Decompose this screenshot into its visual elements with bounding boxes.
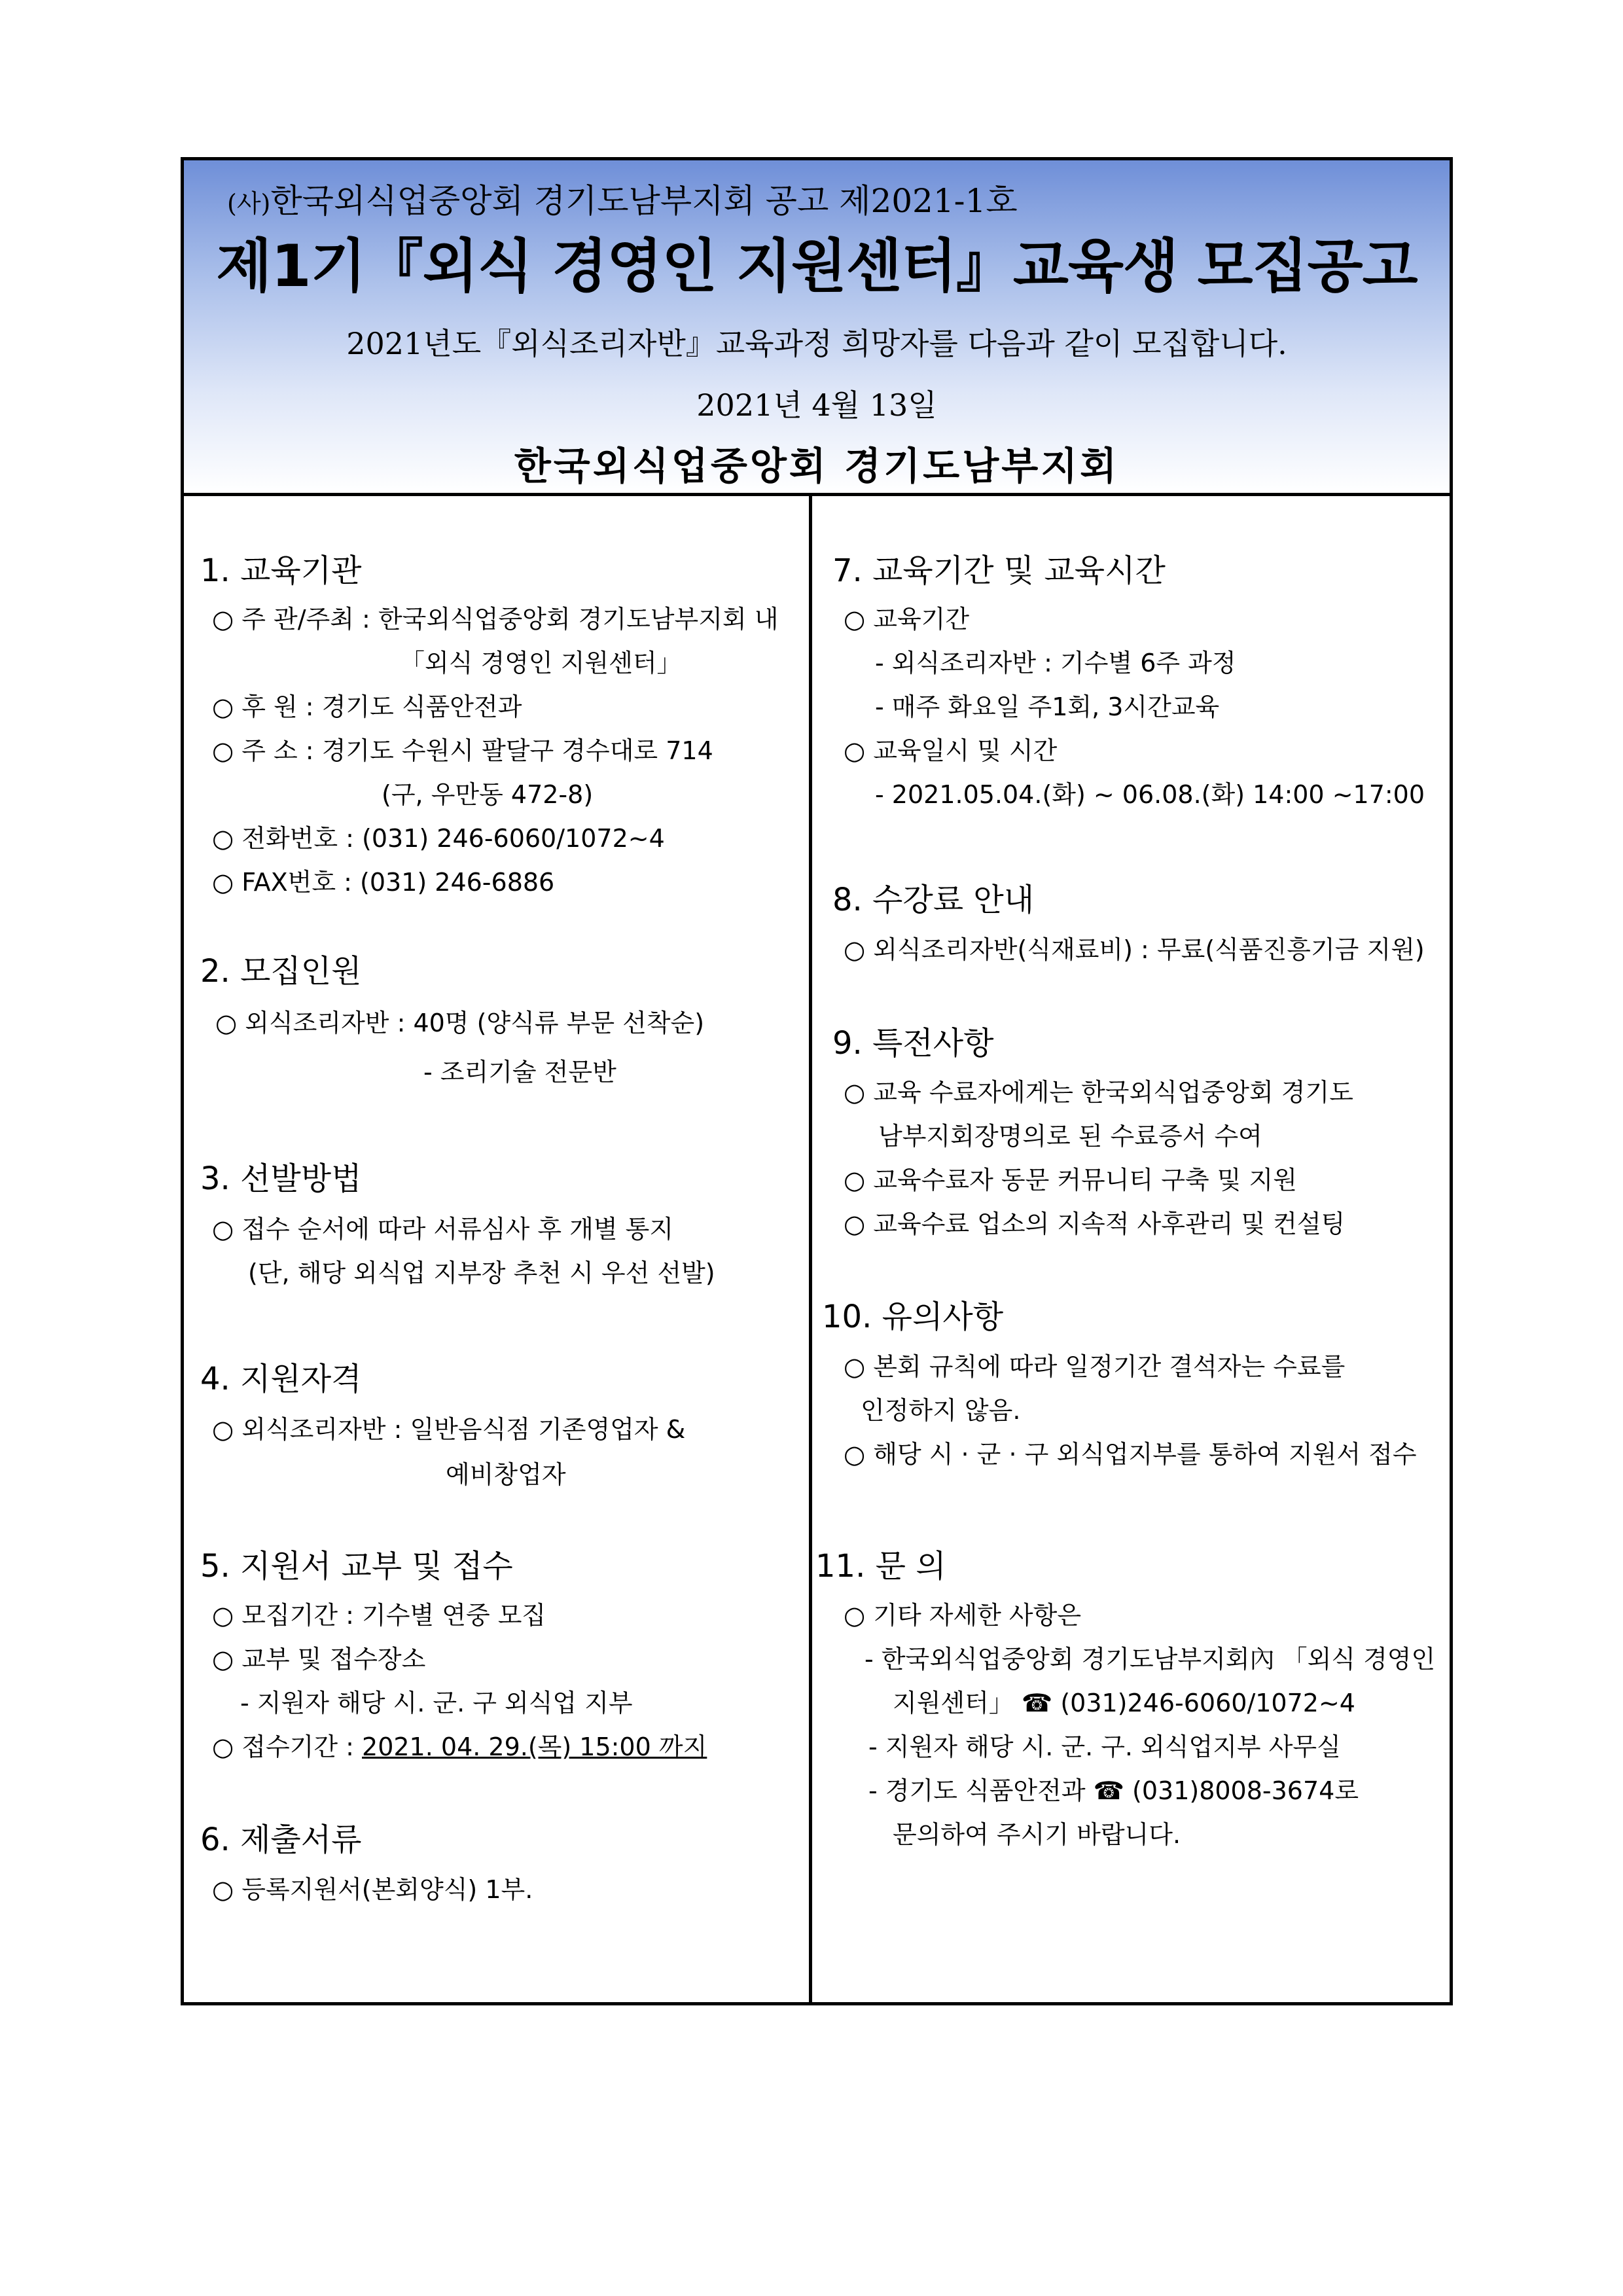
s3-line-2: (단, 해당 외식업 지부장 추천 시 우선 선발) bbox=[248, 1259, 715, 1287]
s7-line-1: ○ 교육기간 bbox=[844, 605, 970, 634]
s7-line-4: ○ 교육일시 및 시간 bbox=[844, 736, 1058, 765]
s1-line-6: ○ 전화번호 : (031) 246-6060/1072~4 bbox=[212, 824, 665, 853]
s2-line-1: ○ 외식조리자반 : 40명 (양식류 부문 선착순) bbox=[215, 1009, 705, 1037]
section-heading-5: 5. 지원서 교부 및 접수 bbox=[200, 1548, 513, 1585]
s9-line-4: ○ 교육수료 업소의 지속적 사후관리 및 컨설팅 bbox=[844, 1210, 1346, 1238]
notice-header bbox=[184, 160, 1450, 496]
s5-line-4 bbox=[212, 1727, 707, 1763]
section-heading-3: 3. 선발방법 bbox=[200, 1160, 362, 1197]
section-heading-1: 1. 교육기관 bbox=[200, 552, 362, 589]
s9-line-1: ○ 교육 수료자에게는 한국외식업중앙회 경기도 bbox=[844, 1078, 1353, 1107]
s1-line-5: (구, 우만동 472-8) bbox=[382, 780, 594, 809]
deadline-label: ○ 접수기간 : bbox=[212, 1732, 363, 1761]
page-title: 제1기『외식 경영인 지원센터』교육생 모집공고 bbox=[216, 232, 1418, 300]
s11-line-5: - 경기도 식품안전과 ☎ (031)8008-3674로 bbox=[868, 1776, 1359, 1805]
right-column bbox=[812, 496, 1450, 2002]
section-heading-9: 9. 특전사항 bbox=[832, 1025, 994, 1062]
s1-line-4: ○ 주 소 : 경기도 수원시 팔달구 경수대로 714 bbox=[212, 736, 713, 765]
s11-line-3: 지원센터」 ☎ (031)246-6060/1072~4 bbox=[893, 1689, 1355, 1717]
s6-line-1: ○ 등록지원서(본회양식) 1부. bbox=[212, 1875, 533, 1904]
notice-date: 2021년 4월 13일 bbox=[696, 387, 937, 423]
section-heading-4: 4. 지원자격 bbox=[200, 1361, 362, 1397]
section-heading-8: 8. 수강료 안내 bbox=[832, 882, 1035, 918]
s8-line-1: ○ 외식조리자반(식재료비) : 무료(식품진흥기금 지원) bbox=[844, 935, 1425, 964]
announcement-prefix: (사) bbox=[227, 189, 271, 218]
s7-line-5: - 2021.05.04.(화) ~ 06.08.(화) 14:00 ~17:00 bbox=[875, 780, 1425, 809]
deadline-value: 2021. 04. 29.(목) 15:00 까지 bbox=[362, 1732, 707, 1761]
s1-line-2: 「외식 경영인 지원센터」 bbox=[400, 649, 682, 677]
s5-line-3: - 지원자 해당 시. 군. 구 외식업 지부 bbox=[240, 1689, 633, 1717]
s5-line-1: ○ 모집기간 : 기수별 연중 모집 bbox=[212, 1601, 546, 1630]
s10-line-3: ○ 해당 시 · 군 · 구 외식업지부를 통하여 지원서 접수 bbox=[844, 1440, 1417, 1469]
section-heading-7: 7. 교육기간 및 교육시간 bbox=[832, 552, 1166, 589]
section-heading-11: 11. 문 의 bbox=[815, 1548, 946, 1585]
announcement-number: 한국외식업중앙회 경기도남부지회 공고 제2021-1호 bbox=[270, 182, 1018, 220]
s11-line-2: - 한국외식업중앙회 경기도남부지회內 「외식 경영인 bbox=[865, 1645, 1436, 1674]
s3-line-1: ○ 접수 순서에 따라 서류심사 후 개별 통지 bbox=[212, 1215, 674, 1244]
s9-line-3: ○ 교육수료자 동문 커뮤니티 구축 및 지원 bbox=[844, 1166, 1297, 1194]
s10-line-1: ○ 본회 규칙에 따라 일정기간 결석자는 수료를 bbox=[844, 1352, 1346, 1381]
organization-name: 한국외식업중앙회 경기도남부지회 bbox=[514, 444, 1120, 488]
s11-line-1: ○ 기타 자세한 사항은 bbox=[844, 1601, 1082, 1630]
s1-line-1: ○ 주 관/주최 : 한국외식업중앙회 경기도남부지회 내 bbox=[212, 605, 779, 634]
left-column bbox=[184, 496, 809, 2002]
notice-frame bbox=[181, 157, 1453, 2005]
s2-line-2: - 조리기술 전문반 bbox=[423, 1058, 616, 1086]
s11-line-6: 문의하여 주시기 바랍니다. bbox=[893, 1820, 1181, 1849]
s1-line-3: ○ 후 원 : 경기도 식품안전과 bbox=[212, 692, 522, 721]
s4-line-2: 예비창업자 bbox=[446, 1460, 566, 1489]
announcement-line bbox=[227, 175, 1018, 222]
s4-line-1: ○ 외식조리자반 : 일반음식점 기존영업자 & bbox=[212, 1415, 686, 1444]
subtitle: 2021년도『외식조리자반』교육과정 희망자를 다음과 같이 모집합니다. bbox=[346, 326, 1287, 361]
s7-line-3: - 매주 화요일 주1회, 3시간교육 bbox=[875, 692, 1220, 721]
s9-line-2: 남부지회장명의로 된 수료증서 수여 bbox=[878, 1122, 1262, 1151]
s11-line-4: - 지원자 해당 시. 군. 구. 외식업지부 사무실 bbox=[868, 1732, 1341, 1761]
s10-line-2: 인정하지 않음. bbox=[861, 1396, 1021, 1425]
s7-line-2: - 외식조리자반 : 기수별 6주 과정 bbox=[875, 649, 1236, 677]
section-heading-6: 6. 제출서류 bbox=[200, 1821, 362, 1858]
s1-line-7: ○ FAX번호 : (031) 246-6886 bbox=[212, 868, 555, 897]
section-heading-2: 2. 모집인원 bbox=[200, 953, 362, 990]
section-heading-10: 10. 유의사항 bbox=[822, 1299, 1004, 1335]
s5-line-2: ○ 교부 및 접수장소 bbox=[212, 1645, 426, 1674]
